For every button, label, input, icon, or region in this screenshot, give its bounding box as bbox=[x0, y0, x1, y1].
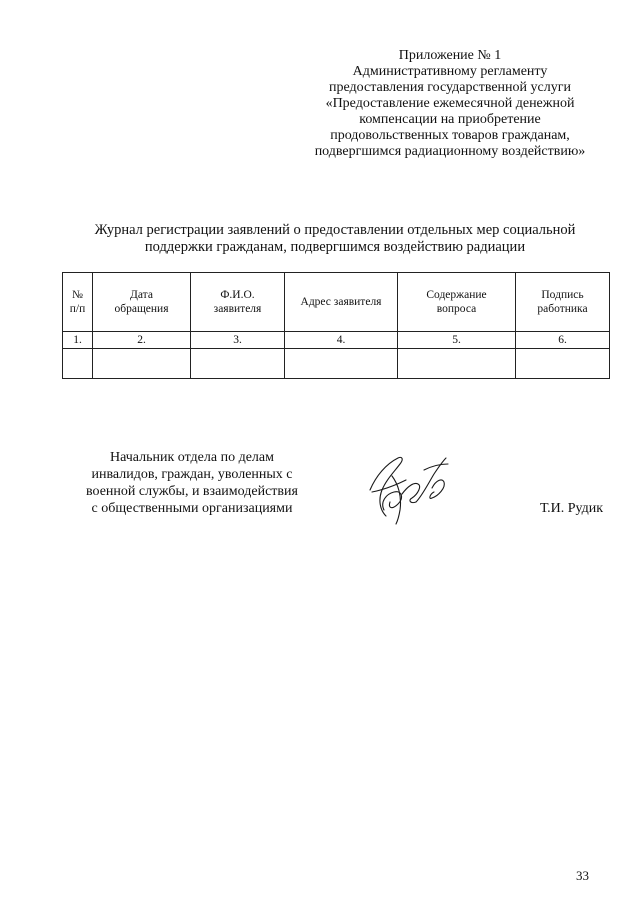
table-row-column-numbers bbox=[63, 332, 610, 349]
header-cell-number: № п/п bbox=[63, 273, 93, 332]
journal-title-line: поддержки гражданам, подвергшимся воздействию радиации bbox=[144, 239, 526, 255]
table-cell bbox=[191, 349, 285, 379]
table-cell: 5. bbox=[398, 332, 516, 349]
appendix-line: предоставления государственной услуги bbox=[329, 80, 571, 95]
header-cell-content: Содержание вопроса bbox=[398, 273, 516, 332]
appendix-line: Приложение № 1 bbox=[398, 48, 502, 63]
table-header-row bbox=[63, 273, 610, 332]
header-cell-signature: Подпись работника bbox=[516, 273, 610, 332]
table-cell bbox=[516, 349, 610, 379]
signatory-position-line: с общественными организациями bbox=[91, 501, 293, 516]
table-row-empty bbox=[63, 349, 610, 379]
registration-journal-table bbox=[62, 272, 610, 379]
table-cell: 4. bbox=[285, 332, 398, 349]
signatory-position bbox=[70, 449, 314, 517]
table-cell: 3. bbox=[191, 332, 285, 349]
table-cell bbox=[285, 349, 398, 379]
header-cell-address: Адрес заявителя bbox=[285, 273, 398, 332]
header-cell-date: Дата обращения bbox=[93, 273, 191, 332]
appendix-line: «Предоставление ежемесячной денежной bbox=[325, 96, 575, 111]
table-cell bbox=[63, 349, 93, 379]
signatory-name: Т.И. Рудик bbox=[540, 501, 604, 516]
signatory-position-line: военной службы, и взаимодействия bbox=[86, 484, 298, 499]
table-cell: 2. bbox=[93, 332, 191, 349]
appendix-heading bbox=[300, 48, 600, 160]
appendix-line: подвергшимся радиационному воздействию» bbox=[314, 144, 586, 159]
journal-title bbox=[60, 222, 610, 256]
signatory-position-line: инвалидов, граждан, уволенных с bbox=[91, 467, 293, 482]
handwritten-signature bbox=[362, 450, 458, 526]
header-cell-name: Ф.И.О. заявителя bbox=[191, 273, 285, 332]
page-number: 33 bbox=[576, 868, 589, 883]
table-cell bbox=[398, 349, 516, 379]
signatory-position-line: Начальник отдела по делам bbox=[110, 450, 274, 465]
journal-title-line: Журнал регистрации заявлений о предоставлении отдельных мер социальной bbox=[94, 222, 576, 238]
table-cell bbox=[93, 349, 191, 379]
table-cell: 1. bbox=[63, 332, 93, 349]
appendix-line: компенсации на приобретение bbox=[359, 112, 541, 127]
table-cell: 6. bbox=[516, 332, 610, 349]
appendix-line: продовольственных товаров гражданам, bbox=[330, 128, 570, 143]
appendix-line: Административному регламенту bbox=[352, 64, 548, 79]
